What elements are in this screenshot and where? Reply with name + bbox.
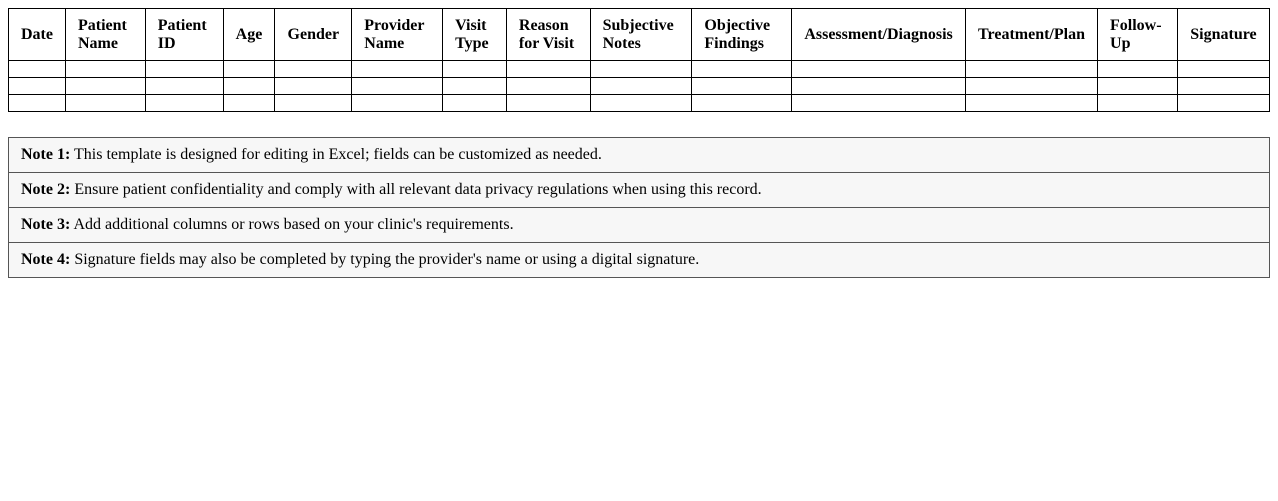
table-cell[interactable] [792, 61, 966, 78]
table-cell[interactable] [506, 78, 590, 95]
table-cell[interactable] [692, 78, 792, 95]
table-cell[interactable] [145, 61, 223, 78]
patient-record-table [8, 8, 1270, 112]
header-age: Age [223, 9, 275, 61]
note-label: Note 2: [21, 181, 71, 198]
notes-section [8, 137, 1270, 278]
table-cell[interactable] [506, 61, 590, 78]
note-text: Add additional columns or rows based on your clinic's requirements. [73, 216, 514, 233]
table-row [9, 95, 1270, 112]
table-cell[interactable] [1177, 61, 1269, 78]
note-label: Note 4: [21, 251, 71, 268]
note-2 [9, 173, 1269, 208]
table-cell[interactable] [692, 95, 792, 112]
table-cell[interactable] [145, 95, 223, 112]
table-cell[interactable] [1098, 78, 1178, 95]
table-cell[interactable] [352, 78, 443, 95]
table-cell[interactable] [223, 95, 275, 112]
table-row [9, 78, 1270, 95]
table-cell[interactable] [275, 61, 352, 78]
table-cell[interactable] [792, 78, 966, 95]
header-subjective-notes: Subjective Notes [590, 9, 692, 61]
table-body [9, 61, 1270, 112]
table-cell[interactable] [1177, 78, 1269, 95]
note-1 [9, 138, 1269, 173]
header-visit-type: Visit Type [443, 9, 507, 61]
table-cell[interactable] [65, 61, 145, 78]
note-text: This template is designed for editing in Excel; fields can be customized as needed. [74, 146, 602, 163]
table-cell[interactable] [352, 61, 443, 78]
note-text: Signature fields may also be completed by typing the provider's name or using a digital signature. [74, 251, 700, 268]
note-label: Note 1: [21, 146, 71, 163]
table-cell[interactable] [275, 95, 352, 112]
table-cell[interactable] [65, 95, 145, 112]
table-cell[interactable] [590, 78, 692, 95]
table-cell[interactable] [966, 95, 1098, 112]
header-objective-findings: Objective Findings [692, 9, 792, 61]
table-cell[interactable] [792, 95, 966, 112]
table-cell[interactable] [223, 78, 275, 95]
table-row [9, 61, 1270, 78]
header-reason-for-visit: Reason for Visit [506, 9, 590, 61]
table-cell[interactable] [9, 78, 66, 95]
header-patient-id: Patient ID [145, 9, 223, 61]
header-treatment-plan: Treatment/Plan [966, 9, 1098, 61]
header-signature: Signature [1177, 9, 1269, 61]
table-cell[interactable] [275, 78, 352, 95]
header-row [9, 9, 1270, 61]
table-cell[interactable] [1177, 95, 1269, 112]
table-cell[interactable] [9, 61, 66, 78]
table-cell[interactable] [590, 61, 692, 78]
header-gender: Gender [275, 9, 352, 61]
table-cell[interactable] [65, 78, 145, 95]
table-cell[interactable] [1098, 61, 1178, 78]
table-cell[interactable] [9, 95, 66, 112]
table-cell[interactable] [443, 78, 507, 95]
note-text: Ensure patient confidentiality and comply with all relevant data privacy regulations when using this record. [74, 181, 762, 198]
header-follow-up: Follow- Up [1098, 9, 1178, 61]
note-label: Note 3: [21, 216, 71, 233]
note-4 [9, 243, 1269, 278]
table-cell[interactable] [443, 61, 507, 78]
table-cell[interactable] [506, 95, 590, 112]
table-cell[interactable] [966, 78, 1098, 95]
table-cell[interactable] [352, 95, 443, 112]
table-cell[interactable] [145, 78, 223, 95]
table-cell[interactable] [1098, 95, 1178, 112]
header-date: Date [9, 9, 66, 61]
table-cell[interactable] [443, 95, 507, 112]
table-cell[interactable] [966, 61, 1098, 78]
note-3 [9, 208, 1269, 243]
table-cell[interactable] [590, 95, 692, 112]
header-patient-name: Patient Name [65, 9, 145, 61]
header-provider-name: Provider Name [352, 9, 443, 61]
table-cell[interactable] [223, 61, 275, 78]
header-assessment-diagnosis: Assessment/Diagnosis [792, 9, 966, 61]
table-cell[interactable] [692, 61, 792, 78]
